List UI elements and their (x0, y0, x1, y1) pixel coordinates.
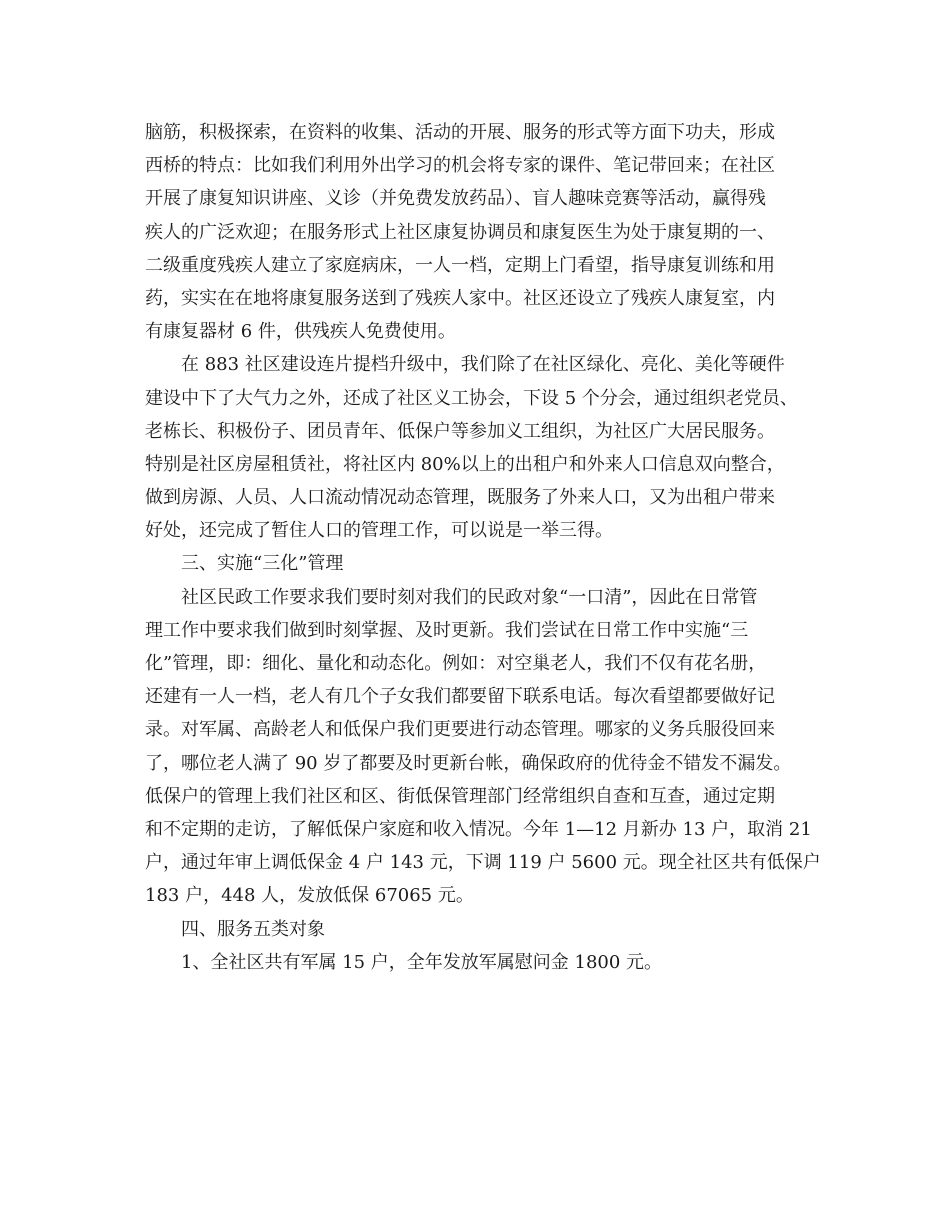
text-line: 社区民政工作要求我们要时刻对我们的民政对象“一口清”，因此在日常管 (181, 586, 758, 608)
text-line: 疾人的广泛欢迎；在服务形式上社区康复协调员和康复医生为处于康复期的一、 (145, 221, 775, 243)
document-body (145, 116, 821, 979)
text-line: 好处，还完成了暂住人口的管理工作，可以说是一举三得。 (145, 520, 613, 542)
text-line: 药，实实在在地将康复服务送到了残疾人家中。社区还设立了残疾人康复室，内 (145, 287, 775, 309)
text-line: 三、实施“三化”管理 (181, 553, 344, 575)
text-line: 1、全社区共有军属 15 户，全年发放军属慰问金 1800 元。 (181, 951, 663, 973)
text-line: 四、服务五类对象 (181, 918, 325, 940)
text-line: 183 户，448 人，发放低保 67065 元。 (145, 885, 474, 907)
text-line: 录。对军属、高龄老人和低保户我们更要进行动态管理。哪家的义务兵服役回来 (145, 719, 775, 741)
text-line: 做到房源、人员、人口流动情况动态管理，既服务了外来人口，又为出租户带来 (145, 487, 775, 509)
text-line: 老栋长、积极份子、团员青年、低保户等参加义工组织，为社区广大居民服务。 (145, 420, 775, 442)
text-line: 二级重度残疾人建立了家庭病床，一人一档，定期上门看望，指导康复训练和用 (145, 254, 775, 276)
text-line: 西桥的特点：比如我们利用外出学习的机会将专家的课件、笔记带回来；在社区 (145, 155, 775, 177)
text-line: 建设中下了大气力之外，还成了社区义工协会，下设 5 个分会，通过组织老党员、 (145, 387, 798, 409)
text-line: 理工作中要求我们做到时刻掌握、及时更新。我们尝试在日常工作中实施“三 (145, 619, 749, 641)
text-line: 脑筋，积极探索，在资料的收集、活动的开展、服务的形式等方面下功夫，形成 (145, 122, 775, 143)
text-line: 低保户的管理上我们社区和区、街低保管理部门经常组织自查和互查，通过定期 (145, 785, 775, 807)
text-line: 在 883 社区建设连片提档升级中，我们除了在社区绿化、亮化、美化等硬件 (181, 354, 785, 376)
text-line: 有康复器材 6 件，供残疾人免费使用。 (145, 321, 456, 343)
text-line: 和不定期的走访，了解低保户家庭和收入情况。今年 1—12 月新办 13 户，取消 21 (145, 818, 812, 840)
text-line: 特别是社区房屋租赁社，将社区内 80%以上的出租户和外来人口信息双向整合， (145, 453, 785, 475)
text-line: 开展了康复知识讲座、义诊（并免费发放药品）、盲人趣味竞赛等活动，赢得残 (145, 188, 766, 210)
text-line: 还建有一人一档，老人有几个子女我们都要留下联系电话。每次看望都要做好记 (145, 686, 775, 708)
text-line: 户，通过年审上调低保金 4 户 143 元，下调 119 户 5600 元。现全社区共有低保户 (145, 852, 821, 874)
text-line: 了，哪位老人满了 90 岁了都要及时更新台帐，确保政府的优待金不错发不漏发。 (145, 752, 792, 774)
text-line: 化”管理，即：细化、量化和动态化。例如：对空巢老人，我们不仅有花名册， (145, 653, 767, 674)
